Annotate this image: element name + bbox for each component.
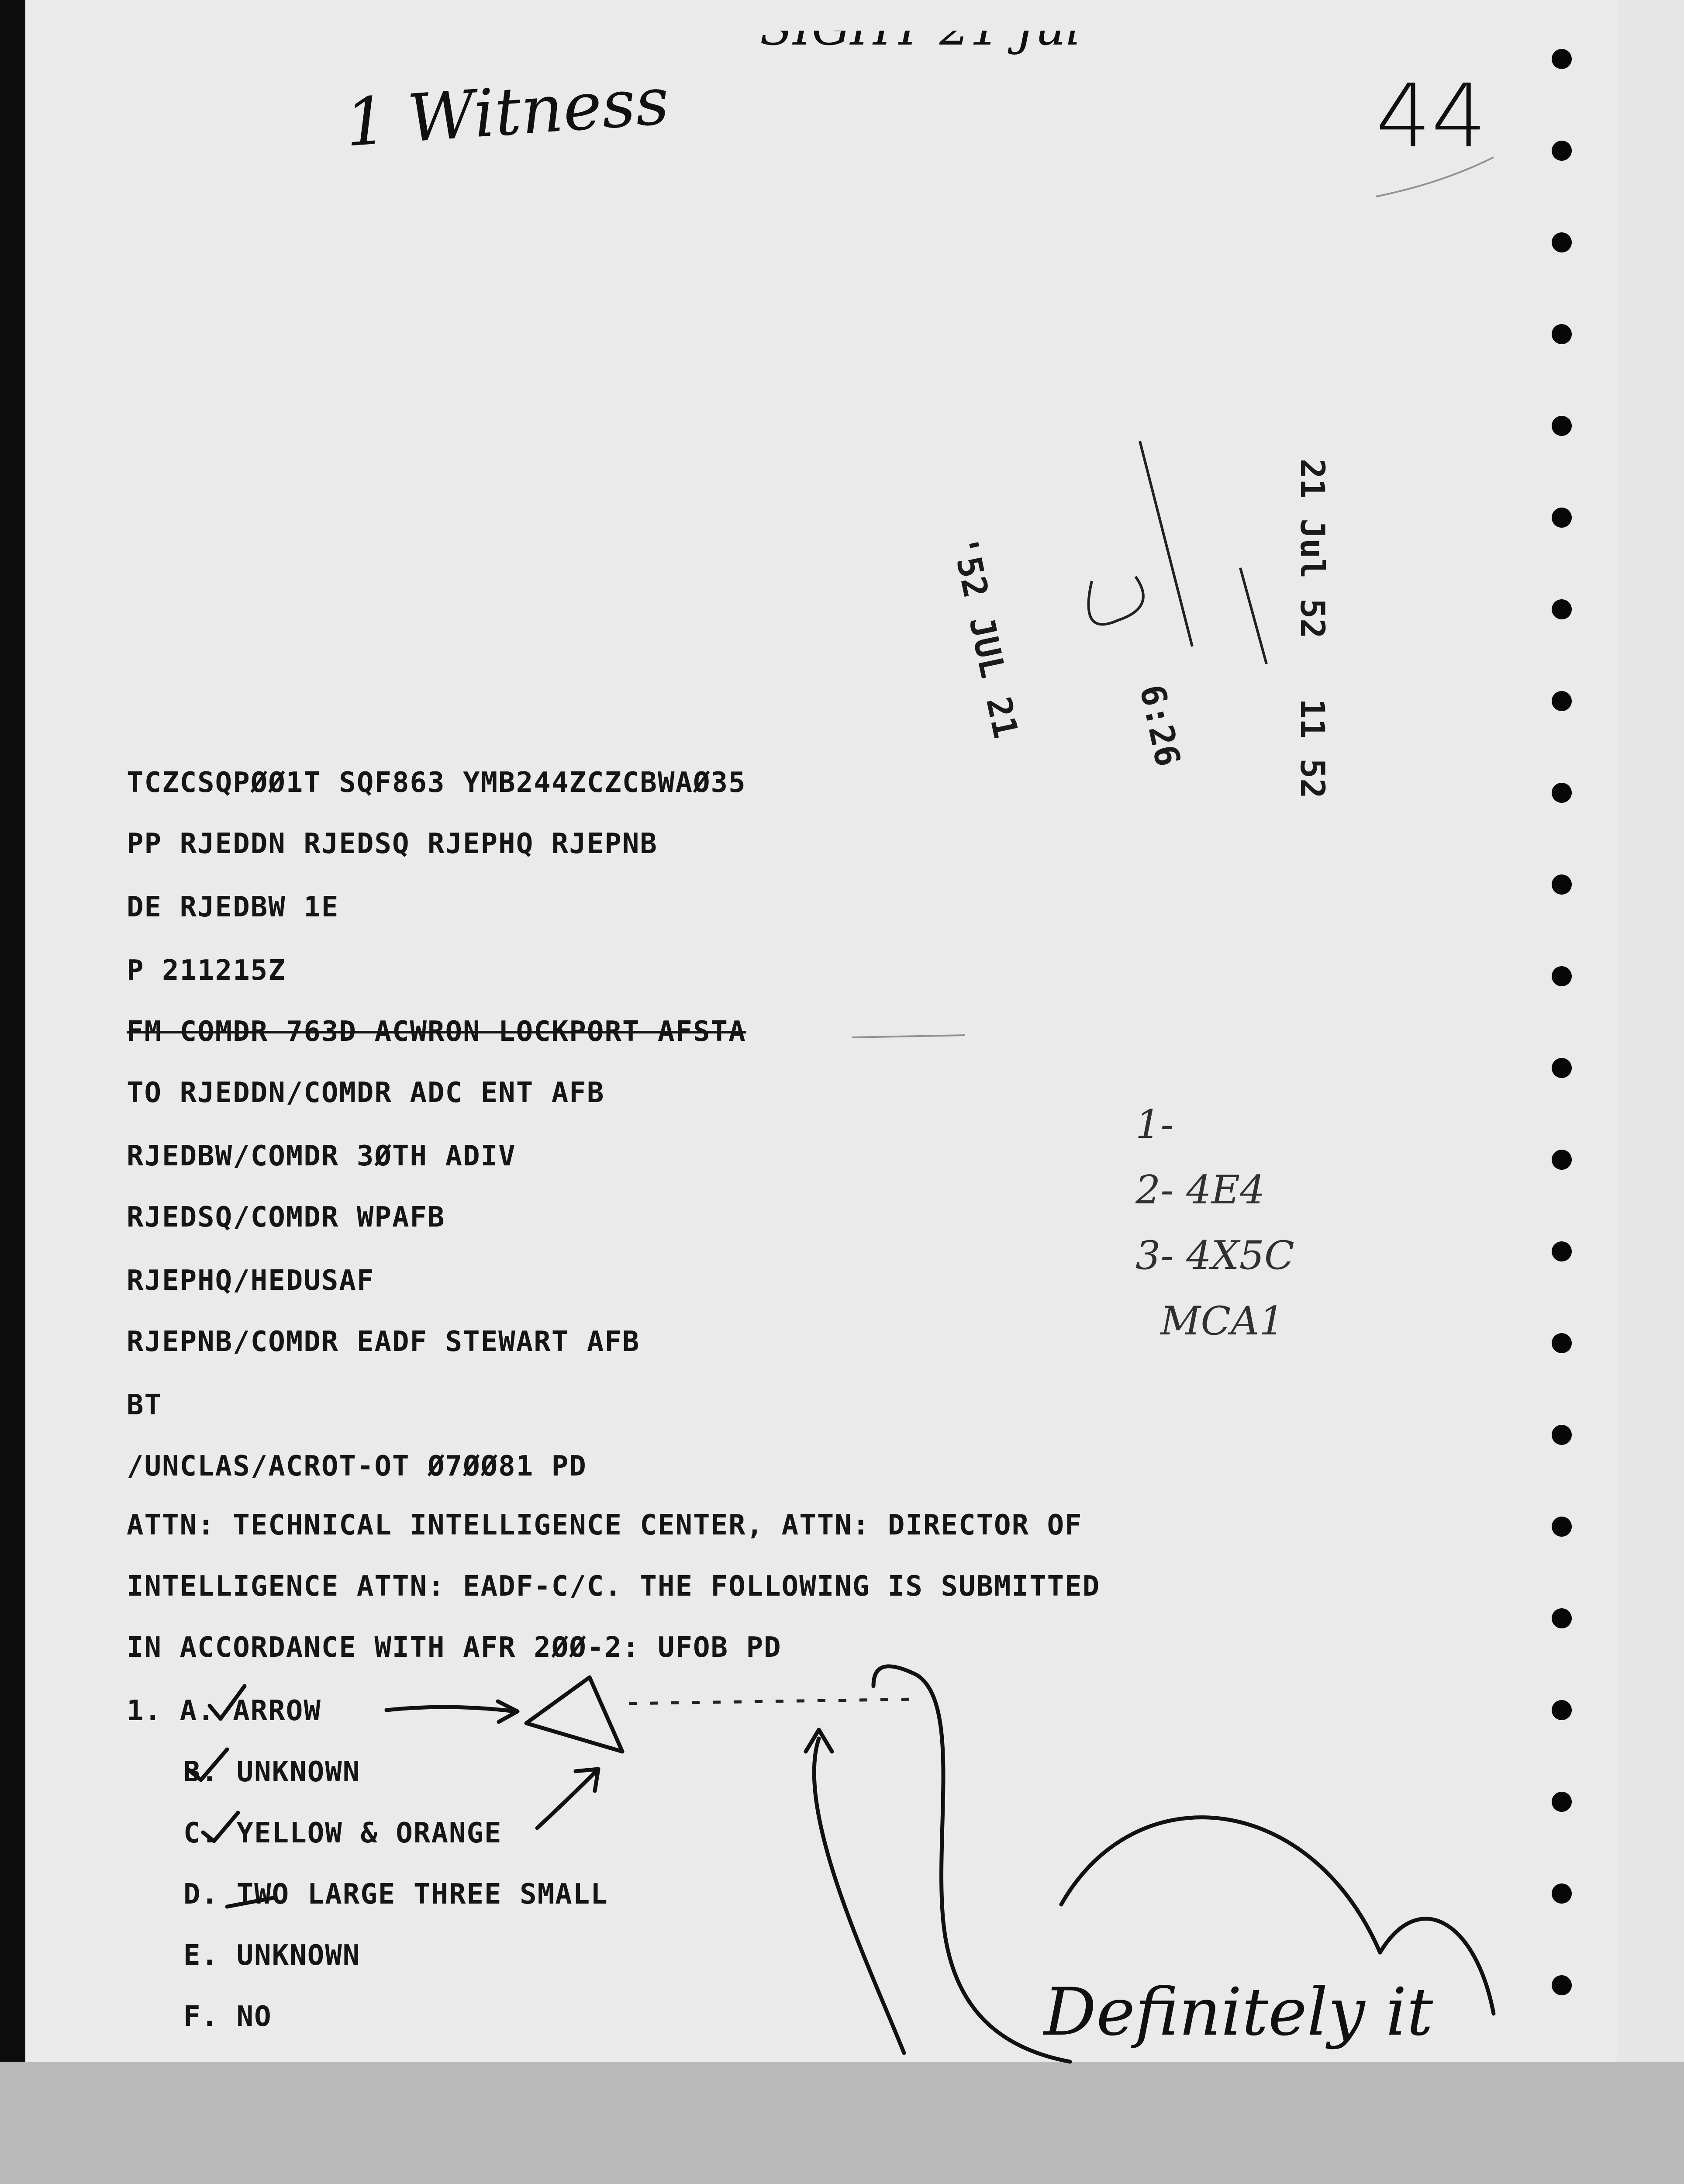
arrow-from-color-icon: [537, 1771, 596, 1828]
curved-pointer-line: [1061, 1818, 1380, 1952]
arrow-to-triangle-icon: [386, 1707, 515, 1711]
message-attention-line: INTELLIGENCE ATTN: EADF-C/C. THE FOLLOWING IS SUBMITTED: [127, 1570, 1101, 1603]
message-routing-line: TCZCSQPØØ1T SQF863 YMB244ZCZCBWAØ35: [127, 767, 746, 799]
curved-pointer-line: [814, 1738, 904, 2053]
handwritten-witness-note: 1 Witness: [342, 63, 672, 162]
report-item: D. TWO LARGE THREE SMALL: [183, 1878, 608, 1911]
message-attention-line: IN ACCORDANCE WITH AFR 2ØØ-2: UFOB PD: [127, 1631, 782, 1664]
report-item: 1. A. ARROW: [127, 1695, 321, 1727]
strike-mark-icon: [227, 1898, 273, 1907]
handwritten-distribution-note: 1- 2- 4E4 3- 4X5C MCA1: [1135, 1102, 1294, 1344]
received-stamp-left: '52 JUL 21: [944, 533, 1025, 742]
message-break-marker: BT: [127, 1389, 162, 1421]
message-addressee: RJEDSQ/COMDR WPAFB: [127, 1201, 445, 1234]
report-item: B. UNKNOWN: [183, 1756, 361, 1788]
message-origin-station: DE RJEDBW 1E: [127, 891, 339, 923]
report-item: C. YELLOW & ORANGE: [183, 1817, 502, 1849]
report-item: E. UNKNOWN: [183, 1939, 361, 1972]
message-datetime-group: P 211215Z: [127, 954, 286, 987]
handwritten-definitely-note: Definitely it: [1044, 1974, 1433, 2050]
message-attention-line: ATTN: TECHNICAL INTELLIGENCE CENTER, ATTN: DIRECTOR OF: [127, 1509, 1083, 1541]
received-stamp-right: 21 Jul 52 11 52: [1293, 459, 1332, 798]
triangle-sketch: [526, 1677, 622, 1752]
check-mark-icon: [210, 1686, 245, 1719]
message-classification-line: /UNCLAS/ACROT-OT Ø7ØØ81 PD: [127, 1450, 587, 1482]
message-from-line: FM COMDR 763D ACWRON LOCKPORT AFSTA: [127, 1016, 746, 1048]
message-precedence-line: PP RJEDDN RJEDSQ RJEPHQ RJEPNB: [127, 828, 658, 860]
report-item: F. NO: [183, 2001, 272, 2033]
check-mark-icon: [203, 1813, 238, 1841]
message-addressee: RJEPHQ/HEDUSAF: [127, 1265, 375, 1297]
message-addressee: RJEDBW/COMDR 3ØTH ADIV: [127, 1140, 516, 1172]
check-mark-icon: [188, 1749, 227, 1780]
received-stamp-time: 6:26: [1132, 681, 1188, 770]
message-to-line: TO RJEDDN/COMDR ADC ENT AFB: [127, 1077, 605, 1109]
curved-pointer-line: [873, 1666, 1070, 2062]
trail-dashes: [629, 1699, 917, 1704]
message-addressee: RJEPNB/COMDR EADF STEWART AFB: [127, 1326, 640, 1358]
handwritten-page-number: 44: [1376, 66, 1487, 167]
